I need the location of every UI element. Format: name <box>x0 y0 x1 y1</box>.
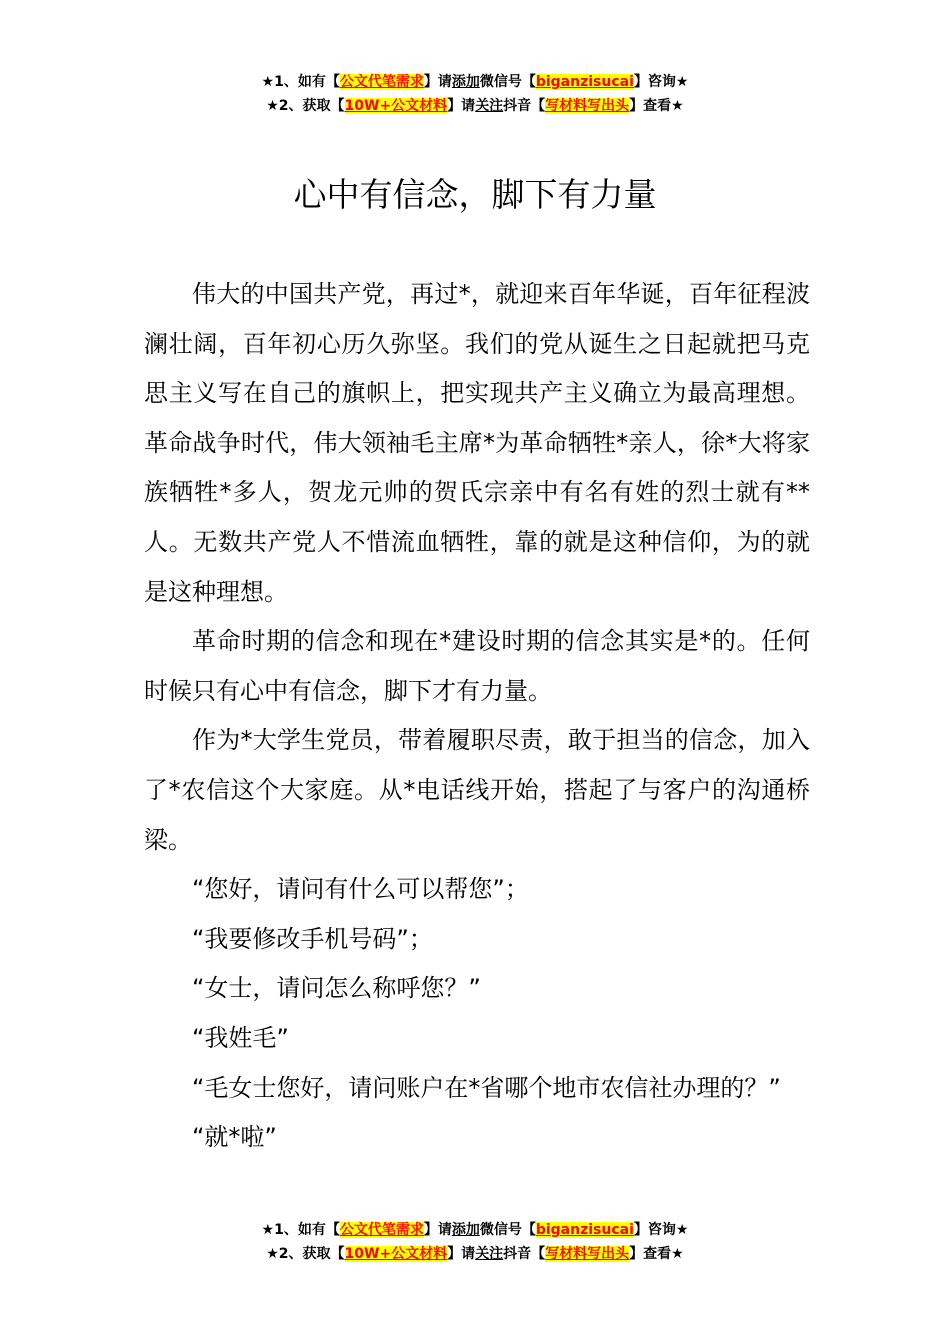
dialogue-line: “我要修改手机号码”； <box>192 924 433 953</box>
highlight-service: 公文代笔需求 <box>339 74 424 90</box>
banner-text: 】请 <box>423 1222 452 1238</box>
banner-text: ★2、获取【 <box>266 1246 345 1262</box>
banner-text: ★2、获取【 <box>266 98 345 114</box>
banner-underlined-text: 添加 <box>451 74 480 90</box>
dialogue-line: “您好，请问有什么可以帮您”； <box>192 875 529 904</box>
banner-line-2 <box>0 1242 950 1266</box>
highlight-materials: 10W+公文材料 <box>344 98 448 114</box>
dialogue-line: “毛女士您好，请问账户在*省哪个地市农信社办理的？” <box>192 1073 781 1102</box>
banner-text: ★1、如有【 <box>261 74 340 90</box>
dialogue-line: “女士，请问怎么称呼您？” <box>192 974 481 1003</box>
banner-underlined-text: 添加 <box>451 1222 480 1238</box>
banner-line-2 <box>0 94 950 118</box>
banner-text: 】查看★ <box>629 1246 684 1262</box>
banner-text: 】咨询★ <box>633 74 689 90</box>
banner-text: 】请 <box>423 74 452 90</box>
banner-text: 微信号【 <box>479 74 536 90</box>
highlight-wechat-id: biganzisucai <box>535 74 634 90</box>
dialogue-line: “我姓毛” <box>192 1023 289 1052</box>
banner-underlined-text: 关注 <box>475 98 504 114</box>
paragraph: 革命时期的信念和现在*建设时期的信念其实是*的。任何时候只有心中有信念，脚下才有力量。 <box>144 627 810 705</box>
banner-line-1 <box>0 1218 950 1242</box>
paragraph: 伟大的中国共产党，再过*，就迎来百年华诞，百年征程波澜壮阔，百年初心历久弥坚。我们的党从诞生之日起就把马克思主义写在自己的旗帜上，把实现共产主义确立为最高理想。革命战争时代，伟大领袖毛主席*为革命牺牲*亲人，徐*大将家族牺牲*多人，贺龙元帅的贺氏宗亲中有名有姓的烈士就有**人。无数共产党人不惜流血牺牲，靠的就是这种信仰，为的就是这种理想。 <box>144 280 810 606</box>
banner-text: 抖音【 <box>503 1246 546 1262</box>
document-body <box>144 270 810 1163</box>
highlight-wechat-id: biganzisucai <box>535 1222 634 1238</box>
banner-text: ★1、如有【 <box>261 1222 340 1238</box>
banner-text: 】请 <box>447 98 476 114</box>
banner-text: 】请 <box>447 1246 476 1262</box>
banner-text: 抖音【 <box>503 98 546 114</box>
paragraph: 作为*大学生党员，带着履职尽责，敢于担当的信念，加入了*农信这个大家庭。从*电话线开始，搭起了与客户的沟通桥梁。 <box>144 726 810 854</box>
banner-text: 】咨询★ <box>633 1222 689 1238</box>
banner-text: 微信号【 <box>479 1222 536 1238</box>
highlight-materials: 10W+公文材料 <box>344 1246 448 1262</box>
footer-banner <box>0 1218 950 1266</box>
highlight-service: 公文代笔需求 <box>339 1222 424 1238</box>
banner-underlined-text: 关注 <box>475 1246 504 1262</box>
highlight-douyin-account: 写材料写出头 <box>545 1246 630 1262</box>
header-banner <box>0 70 950 118</box>
banner-line-1 <box>0 70 950 94</box>
dialogue-line: “就*啦” <box>192 1123 277 1152</box>
banner-text: 】查看★ <box>629 98 684 114</box>
document-title: 心中有信念，脚下有力量 <box>293 175 657 214</box>
highlight-douyin-account: 写材料写出头 <box>545 98 630 114</box>
